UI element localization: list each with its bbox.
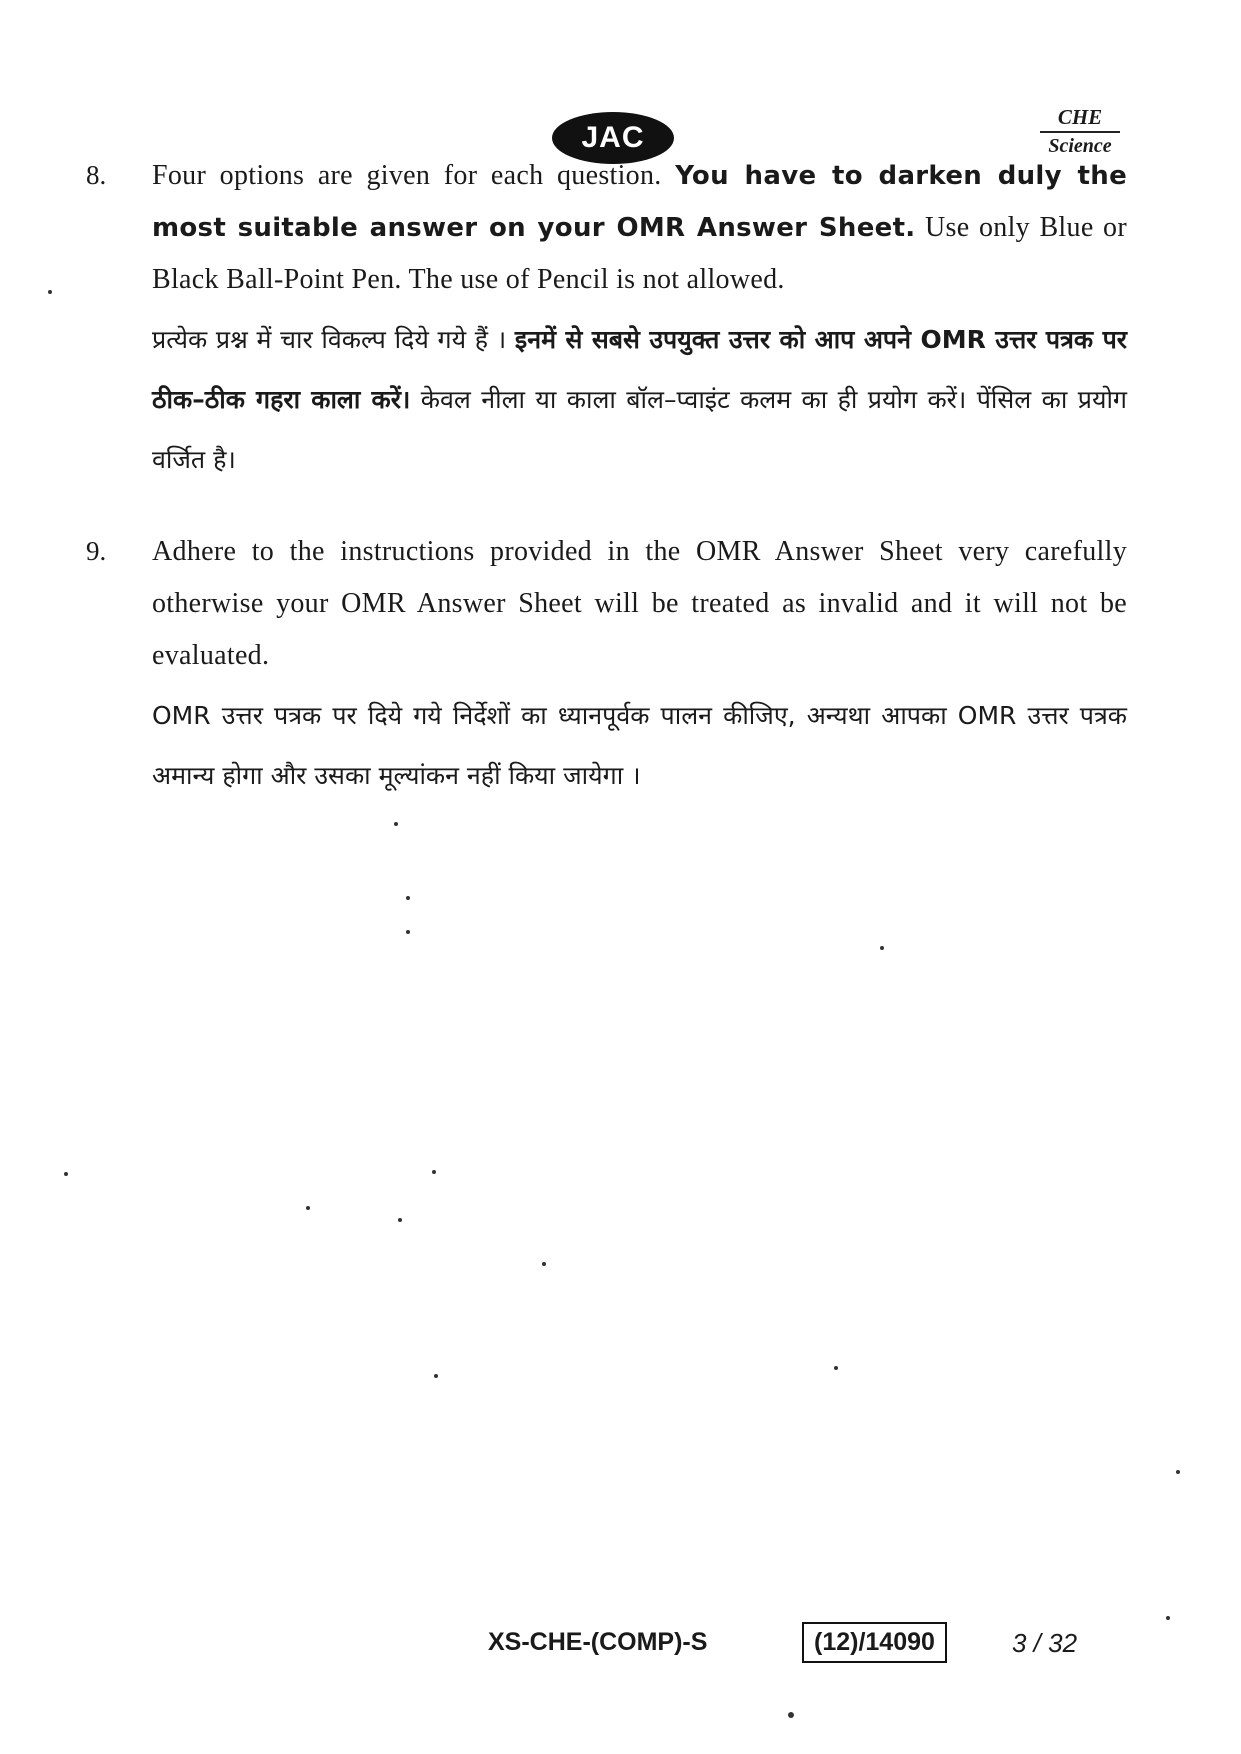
scan-speck (1176, 1470, 1180, 1474)
logo-text: JAC (581, 121, 645, 154)
scan-speck (834, 1366, 838, 1370)
scan-speck (48, 290, 52, 294)
scan-speck (542, 1262, 546, 1266)
scan-speck (788, 1712, 794, 1718)
scan-speck (432, 1170, 436, 1174)
paper-number-box: (12)/14090 (802, 1622, 947, 1663)
instruction-body (152, 150, 1127, 490)
scan-speck (394, 822, 398, 826)
instruction-hindi-part: प्रत्येक प्रश्न में चार विकल्प दिये गये हैं । (152, 325, 515, 354)
subject-code: CHE (1040, 104, 1120, 133)
scan-speck (398, 1218, 402, 1222)
instruction-body (152, 526, 1127, 806)
scan-speck (64, 1172, 68, 1176)
scan-speck (1166, 1616, 1170, 1620)
page-number: 3 / 32 (1012, 1628, 1078, 1658)
instruction-english-bold: You have to darken duly the most suitable answer on your OMR Answer Sheet. (152, 161, 1128, 243)
subject-name: Science (1048, 135, 1112, 157)
scan-speck (406, 930, 410, 934)
instruction-english (152, 150, 1127, 306)
instruction-hindi (152, 310, 1127, 490)
scan-speck (306, 1206, 310, 1210)
scan-speck (406, 896, 410, 900)
instruction-hindi-part: केवल नीला या काला बॉल–प्वाइंट कलम का ही प्रयोग करें। पेंसिल का प्रयोग वर्जित है। (152, 385, 1127, 474)
instruction-english: Adhere to the instructions provided in the OMR Answer Sheet very carefully otherwise your OMR Answer Sheet will be treated as invalid and it will not be evaluated. (152, 536, 1127, 671)
scan-speck (880, 946, 884, 950)
instruction-number: 8. (86, 160, 107, 190)
page-footer (0, 1622, 1241, 1666)
scan-speck (434, 1374, 438, 1378)
instruction-english-part: Use only Blue or Black Ball-Point Pen. The use of Pencil is not allowed. (152, 212, 1127, 295)
instruction-hindi-bold: इनमें से सबसे उपयुक्त उत्तर को आप अपने OMR उत्तर पत्रक पर ठीक–ठीक गहरा काला करें। (152, 325, 1128, 414)
instruction-hindi: OMR उत्तर पत्रक पर दिये गये निर्देशों का ध्यानपूर्वक पालन कीजिए, अन्यथा आपका OMR उत्तर पत्रक अमान्य होगा और उसका मूल्यांकन नहीं किया जायेगा । (152, 701, 1127, 790)
instruction-number: 9. (86, 536, 107, 566)
instruction-english-part: Four options are given for each question. (152, 160, 676, 191)
paper-code: XS-CHE-(COMP)-S (488, 1628, 708, 1656)
